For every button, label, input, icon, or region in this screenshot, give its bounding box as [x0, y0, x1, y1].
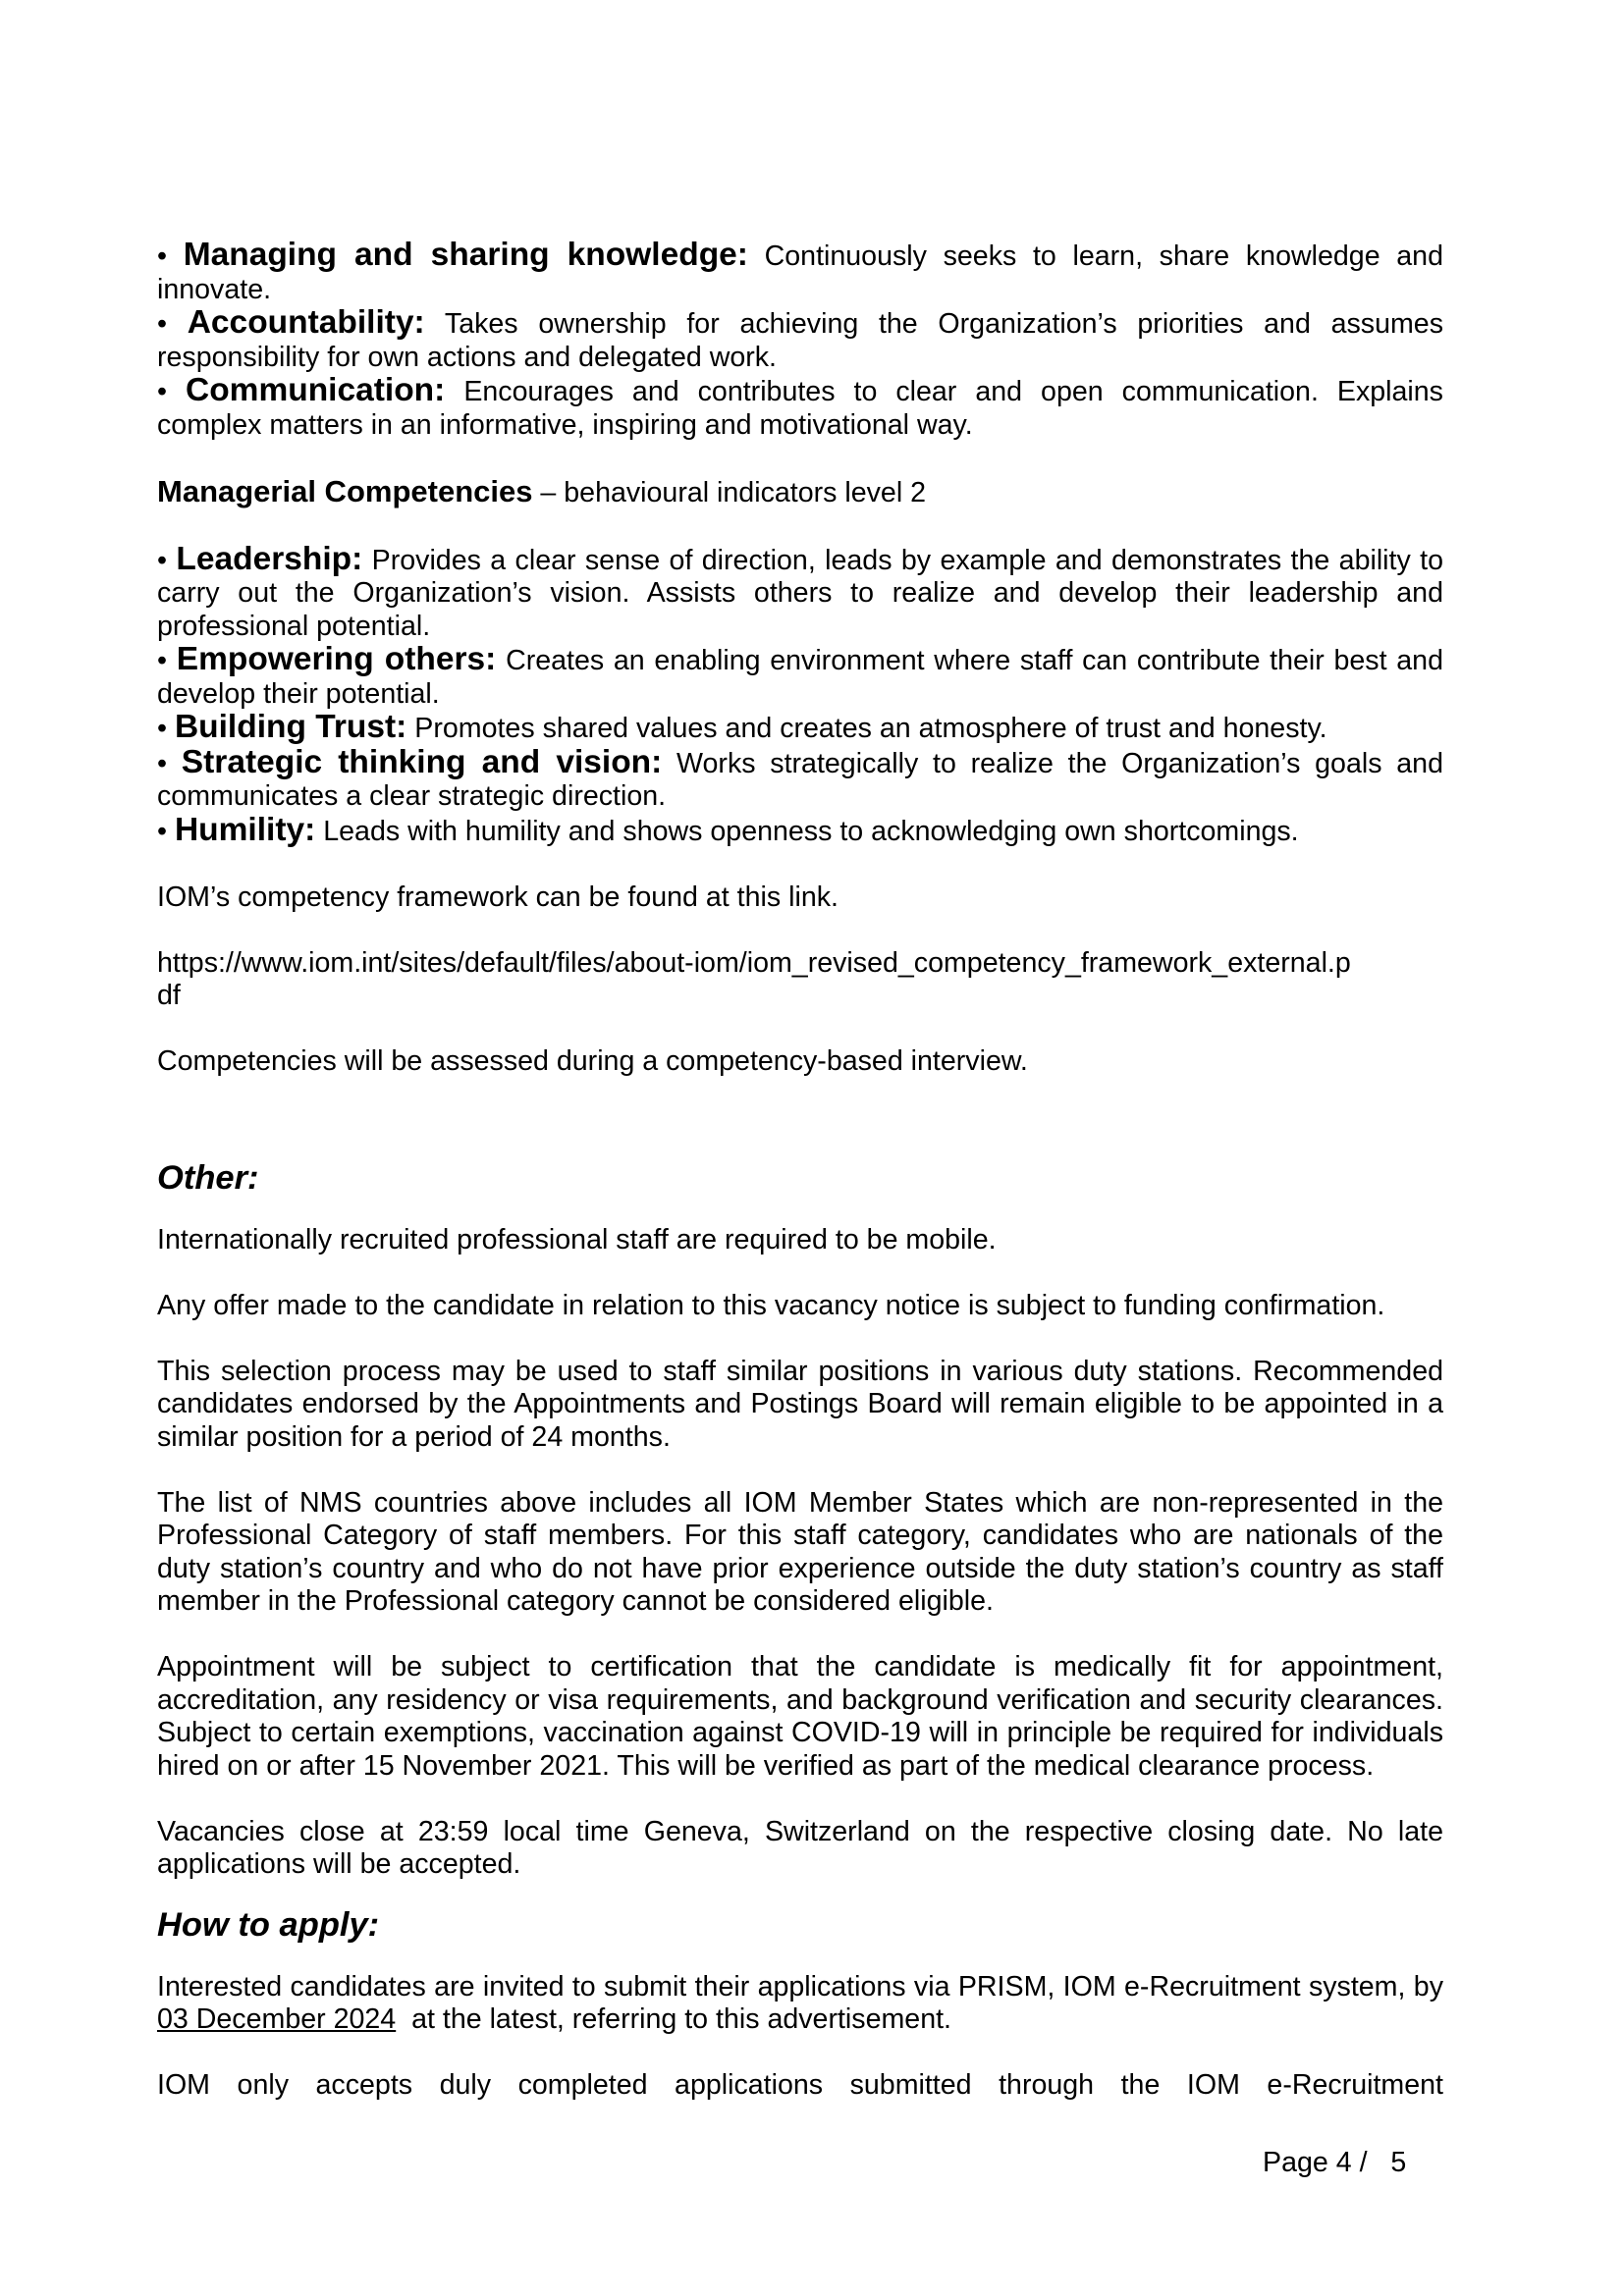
other-heading: Other:	[157, 1158, 259, 1197]
competency-title: Communication:	[186, 372, 446, 408]
other-paragraph: The list of NMS countries above includes all IOM Member States which are non-represented in the Professional Category of staff members. For this staff category, candidates who are nationals of the duty station’s country and who do not have prior experience outside the duty station’s country as staff member in the Professional category cannot be considered eligible.	[157, 1486, 1443, 1617]
managerial-item: • Empowering others: Creates an enabling environment where staff can contribute their best and develop their potential.	[157, 641, 1443, 710]
competency-text: Takes ownership for achieving the Organization’s priorities and assumes responsibility for own actions and delegated work.	[157, 308, 1443, 373]
competency-text: Encourages and contributes to clear and open communication. Explains complex matters in an informative, inspiring and motivational way.	[157, 376, 1443, 441]
other-paragraph: Vacancies close at 23:59 local time Geneva, Switzerland on the respective closing date. No late applications will be accepted.	[157, 1815, 1443, 1880]
managerial-text: Provides a clear sense of direction, leads by example and demonstrates the ability to carry out the Organization’s vision. Assists others to realize and develop their leadership and professional potential.	[157, 544, 1443, 642]
managerial-text: Works strategically to realize the Organization’s goals and communicates a clear strategic direction.	[157, 747, 1443, 812]
managerial-item: • Building Trust: Promotes shared values and creates an atmosphere of trust and honesty.	[157, 709, 1327, 745]
apply-text-end: at the latest, referring to this advertisement.	[396, 2003, 951, 2035]
managerial-heading	[157, 475, 1443, 510]
managerial-heading-sub: – behavioural indicators level 2	[540, 476, 927, 508]
apply-paragraph	[157, 1971, 1443, 2037]
document-body	[157, 239, 1443, 2103]
managerial-title: Leadership:	[176, 540, 363, 577]
framework-link[interactable]: https://www.iom.int/sites/default/files/about-iom/iom_revised_competency_framework_external.p	[157, 946, 1351, 979]
apply-paragraph: IOM only accepts duly completed applications submitted through the IOM e-Recruitment	[157, 2069, 1443, 2101]
managerial-heading-title: Managerial Competencies	[157, 473, 533, 508]
managerial-title: Humility:	[174, 811, 316, 848]
framework-text: IOM’s competency framework can be found at this link.	[157, 881, 839, 913]
managerial-item: • Strategic thinking and vision: Works strategically to realize the Organization’s goals and communicates a clear strategic direction.	[157, 743, 1443, 812]
competency-item: • Communication: Encourages and contributes to clear and open communication. Explains complex matters in an informative, inspiring and motivational way.	[157, 372, 1443, 441]
other-paragraph: Appointment will be subject to certification that the candidate is medically fit for appointment, accreditation, any residency or visa requirements, and background verification and security clearances. Subject to certain exemptions, vaccination against COVID-19 will in principle be required for individuals hired on or after 15 November 2021. This will be verified as part of the medical clearance process.	[157, 1651, 1443, 1782]
managerial-item: • Leadership: Provides a clear sense of direction, leads by example and demonstrates the ability to carry out the Organization’s vision. Assists others to realize and develop their leadership and professional potential.	[157, 540, 1443, 642]
managerial-title: Empowering others:	[176, 641, 497, 677]
assessment-text: Competencies will be assessed during a competency-based interview.	[157, 1045, 1028, 1077]
framework-link-end[interactable]: df	[157, 980, 181, 1011]
managerial-title: Strategic thinking and vision:	[181, 743, 663, 780]
competency-title: Managing and sharing knowledge:	[183, 237, 748, 273]
other-paragraph: Internationally recruited professional staff are required to be mobile.	[157, 1223, 997, 1255]
other-paragraph: This selection process may be used to staff similar positions in various duty stations. Recommended candidates endorsed by the Appointments and Postings Board will remain eligible to be appointed in a similar position for a period of 24 months.	[157, 1355, 1443, 1453]
managerial-title: Building Trust:	[174, 709, 407, 745]
competency-title: Accountability:	[187, 304, 425, 341]
other-paragraph: Any offer made to the candidate in relation to this vacancy notice is subject to funding confirmation.	[157, 1289, 1385, 1321]
apply-text: Interested candidates are invited to submit their applications via PRISM, IOM e-Recruitment system, by	[157, 1970, 1443, 2002]
managerial-item: • Humility: Leads with humility and shows openness to acknowledging own shortcomings.	[157, 811, 1299, 848]
managerial-text: Creates an enabling environment where staff can contribute their best and develop their potential.	[157, 645, 1443, 710]
managerial-text: Leads with humility and shows openness to acknowledging own shortcomings.	[323, 815, 1299, 847]
competency-item: • Accountability: Takes ownership for achieving the Organization’s priorities and assumes responsibility for own actions and delegated work.	[157, 304, 1443, 373]
managerial-text: Promotes shared values and creates an atmosphere of trust and honesty.	[414, 713, 1327, 744]
competency-item: • Managing and sharing knowledge: Continuously seeks to learn, share knowledge and innovate.	[157, 237, 1443, 305]
apply-heading: How to apply:	[157, 1905, 380, 1944]
closing-date: 03 December 2024	[157, 2003, 397, 2035]
competency-text: Continuously seeks to learn, share knowledge and innovate.	[157, 240, 1443, 305]
page-number: Page 4 / 5	[1263, 2147, 1407, 2178]
